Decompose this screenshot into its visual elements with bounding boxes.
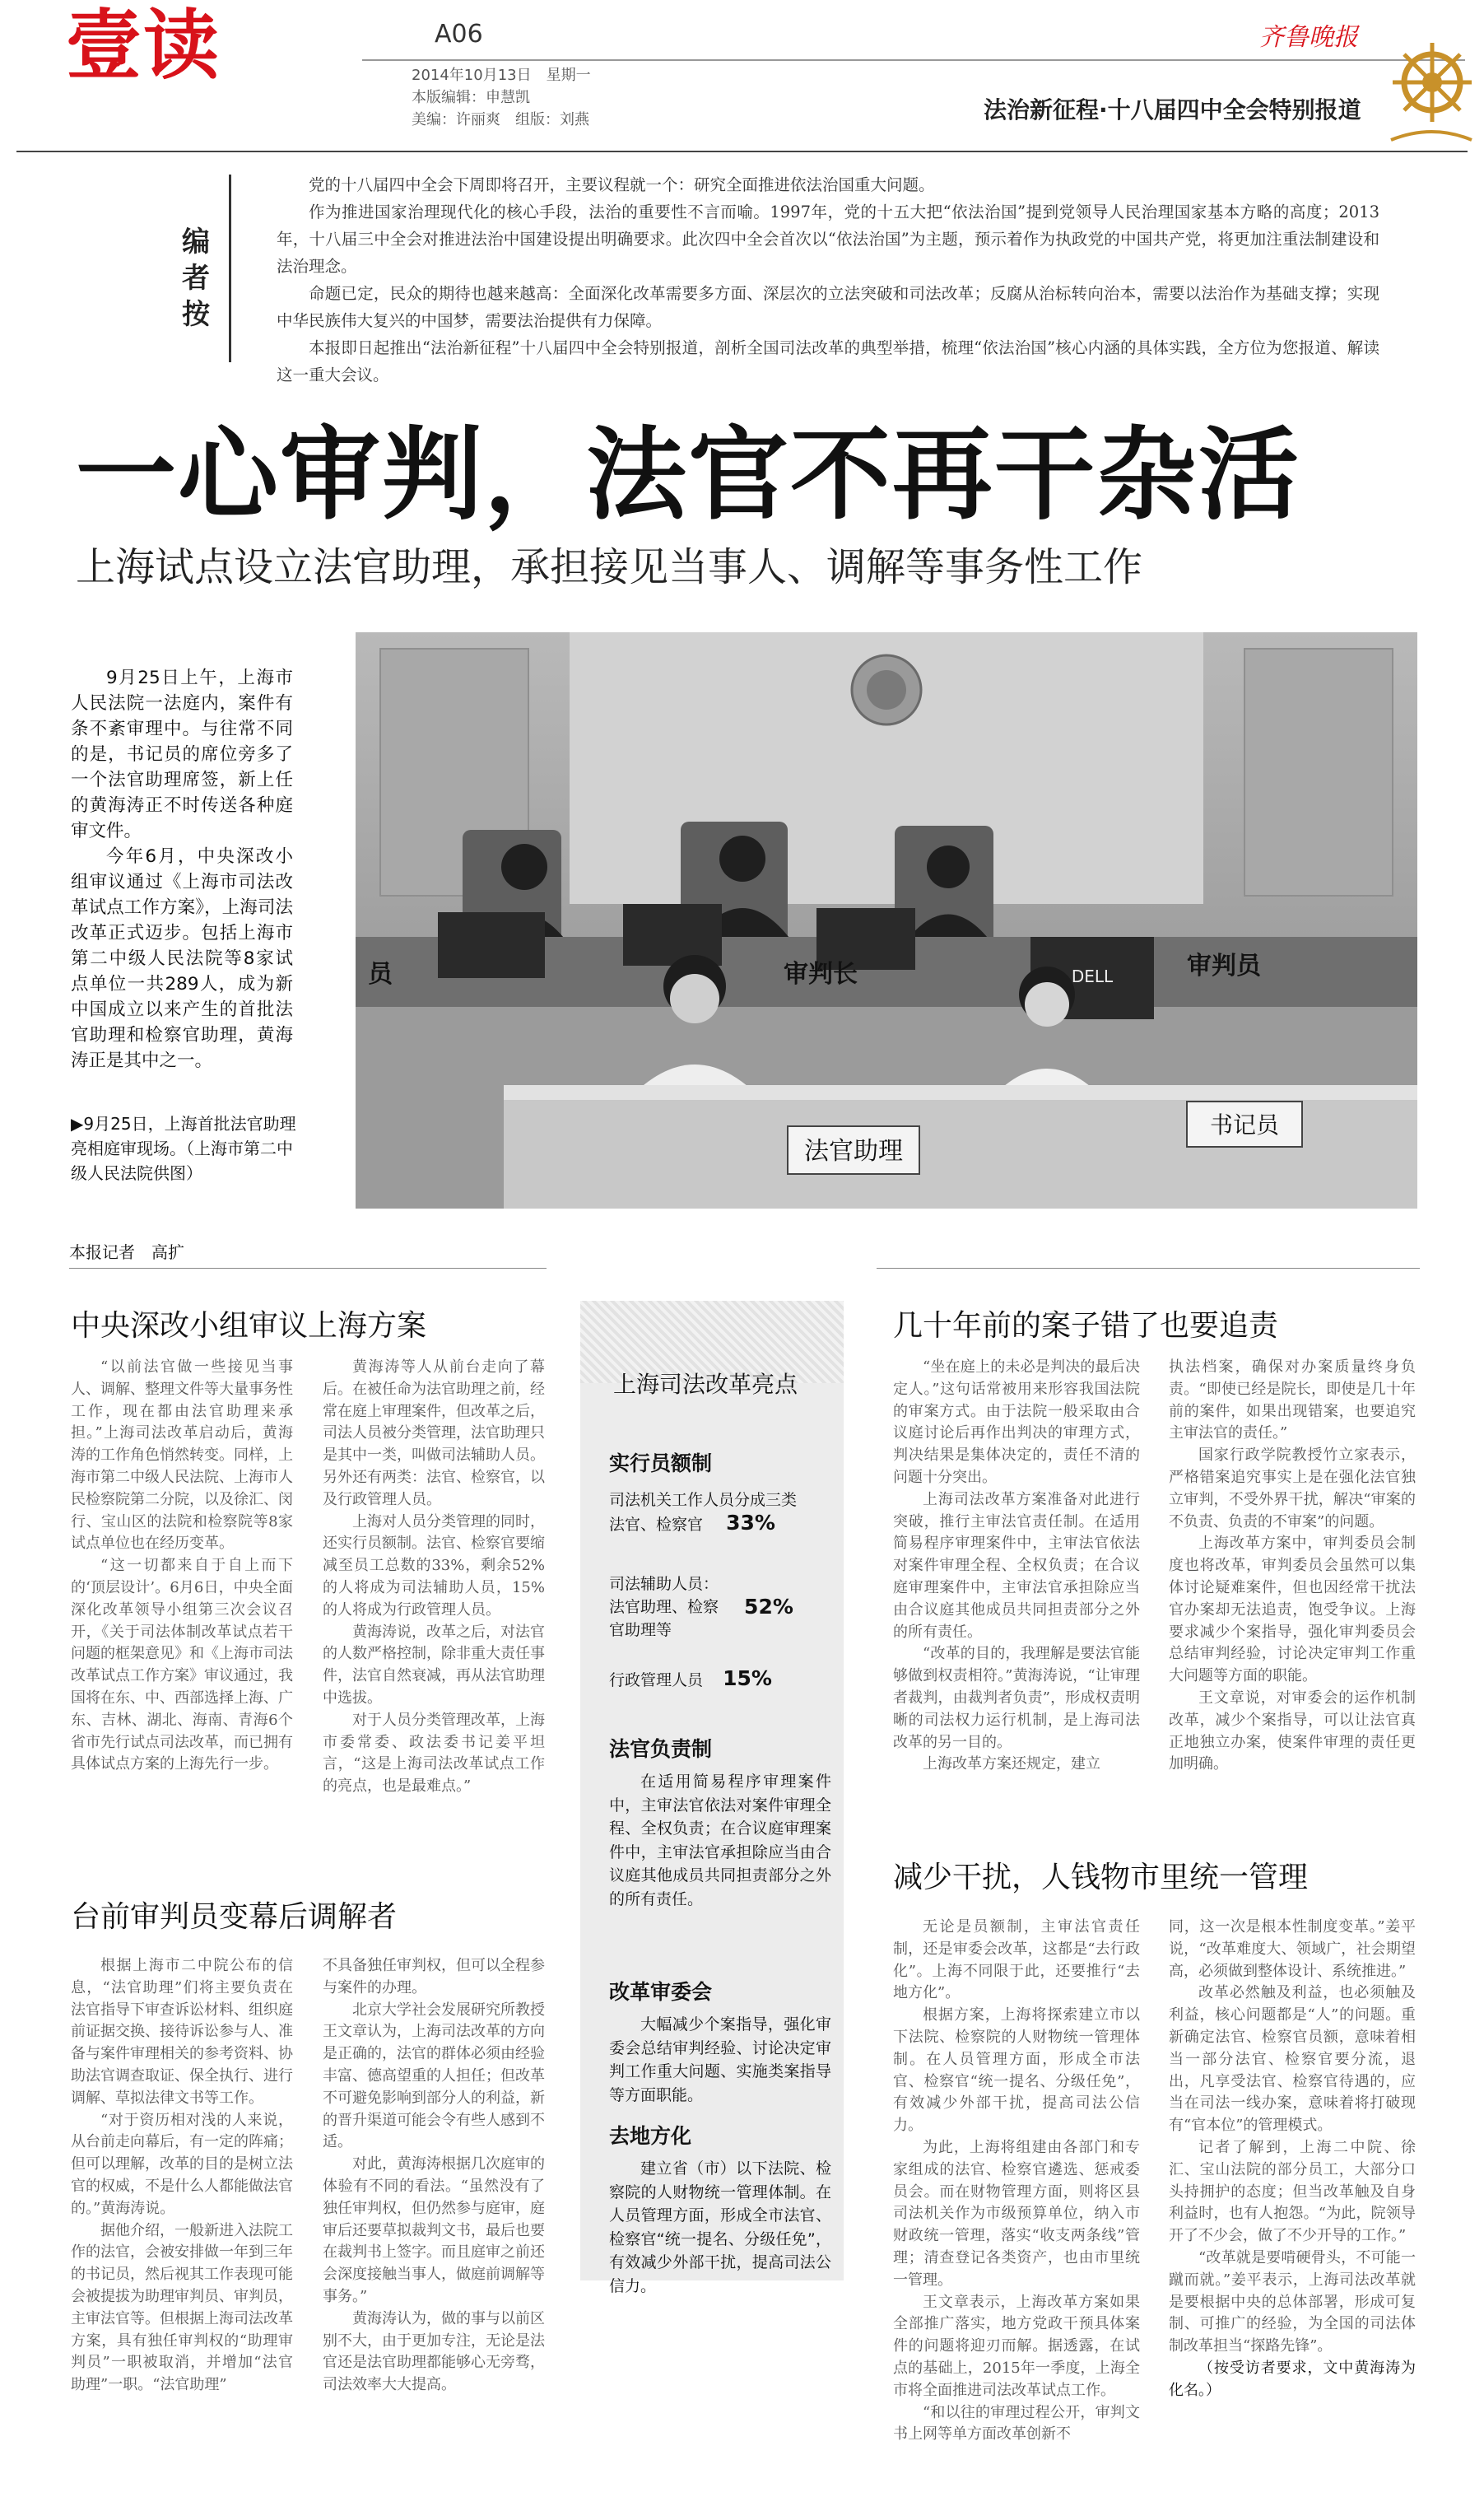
- newspaper-logo: 齐鲁晚报: [1259, 23, 1358, 52]
- section-title-central: 中央深改小组审议上海方案: [71, 1309, 427, 1343]
- section-title-jishinian: 几十年前的案子错了也要追责: [893, 1309, 1279, 1343]
- article-paragraph: “这一切都来自于自上而下的‘顶层设计’。6月6日，中央全面深化改革领导小组第三次会议召开，《关于司法体制改革试点若干问题的框架意见》和《上海市司法改革试点工作方案》审议通过，我国将在东、中、西部选择上海、广东、吉林、湖北、海南、青海6个省市先行试点司法改革，而已拥有具体试点方案的上海先行一步。: [71, 1557, 293, 1773]
- staffing-label: 行政管理人员: [609, 1671, 704, 1689]
- sidebar-text: [609, 2013, 831, 2107]
- article-paragraph: “对于资历相对浅的人来说，从台前走向幕后，有一定的阵痛；但可以理解，改革的目的是树立法官的权威，不是什么人都能做法官的。”黄海涛说。: [71, 2111, 293, 2217]
- article-paragraph: 不具备独任审判权，但可以全程参与案件的办理。: [323, 1957, 545, 1996]
- staffing-label: 司法辅助人员：法官助理、检察官助理等: [609, 1575, 719, 1639]
- article-paragraph: “以前法官做一些接见当事人、调解、整理文件等大量事务性工作，现在都由法官助理来承担。”上海司法改革启动后，黄海涛的工作角色悄然转变。同样，上海市第二中级人民法院、上海市人民检察院第二分院，以及徐汇、闵行、宝山区的法院和检察院等8家试点单位也在经历变革。: [71, 1358, 293, 1553]
- courtroom-photo-illustration: [356, 632, 1417, 1209]
- photo-caption: [71, 1111, 305, 1186]
- article-column: [1169, 1917, 1416, 2402]
- article-paragraph: 对此，黄海涛根据几次庭审的体验有不同的看法。“虽然没有了独任审判权，但仍然参与庭审，庭审后还要草拟裁判文书，最后也要在裁判书上签字。而且庭审之前还会深度接触当事人，做庭前调解等事务。”: [323, 2155, 545, 2305]
- page-number: A06: [435, 20, 483, 49]
- sidebar-heading-staffing: 实行员额制: [609, 1451, 713, 1475]
- article-column: [1169, 1357, 1416, 1776]
- date-line: 2014年10月13日 星期一: [412, 67, 591, 84]
- article-paragraph: “和以往的审理过程公开，审判文书上网等单方面改革创新不: [893, 2403, 1140, 2443]
- article-paragraph: 同，这一次是根本性制度变革。”姜平说，“改革难度大、领域广，社会期望高，必须做到整体设计、系统推进。”: [1169, 1918, 1416, 1980]
- article-paragraph: 改革必然触及利益，也必须触及利益，核心问题都是“人”的问题。重新确定法官、检察官员额，意味着相当一部分法官、检察官要分流，退出，凡享受法官、检察官待遇的，应当在司法一线办案，意味着将打破现有“官本位”的管理模式。: [1169, 1984, 1416, 2135]
- header-rule: [16, 151, 1468, 152]
- headline: 一心审判，法官不再干杂活: [76, 417, 1300, 533]
- article-paragraph: 据他介绍，一般新进入法院工作的法官，会被安排做一年到三年的书记员，然后视其工作表现可能会被提拔为助理审判员、审判员，主审法官等。但根据上海司法改革方案，具有独任审判权的“助理审判员”一职被取消，并增加“法官助理”一职。“法官助理”: [71, 2221, 293, 2394]
- staffing-intro: 司法机关工作人员分成三类: [609, 1491, 798, 1509]
- sidebar-text: [609, 2157, 831, 2298]
- article-paragraph: 记者了解到，上海二中院、徐汇、宝山法院的部分员工，大部分口头持拥护的态度；但当改革触及自身利益时，也有人抱怨。“为此，院领导开了不少会，做了不少开导的工作。”: [1169, 2138, 1416, 2245]
- bench-sign-judge-2: 审判员: [1187, 952, 1261, 981]
- section-title-taiqian: 台前审判员变幕后调解者: [71, 1900, 398, 1934]
- masthead-meta: [412, 64, 591, 131]
- bench-sign-judge: 审判长: [784, 960, 858, 989]
- article-paragraph: （按受访者要求，文中黄海涛为化名。）: [1169, 2359, 1416, 2399]
- sidebar-heading-responsibility: 法官负责制: [609, 1737, 713, 1761]
- editor-note-paragraph: 本报即日起推出“法治新征程”十八届四中全会特别报道，剖析全国司法改革的典型举措，梳理“依法治国”核心内涵的具体实践，全方位为您报道、解读这一重大会议。: [277, 338, 1379, 384]
- editor-note-paragraph: 命题已定，民众的期待也越来越高：全面深化改革需要多方面、深层次的立法突破和司法改革；反腐从治标转向治本，需要以法治作为基础支撑；实现中华民族伟大复兴的中国梦，需要法治提供有力保障。: [277, 284, 1379, 330]
- article-column: [323, 1357, 545, 1798]
- article-paragraph: “改革的目的，我理解是要法官能够做到权责相符。”黄海涛说，“让审理者裁判，由裁判者负责”，形成权责明晰的司法权力运行机制，是上海司法改革的另一目的。: [893, 1645, 1140, 1751]
- special-report-label: 法治新征程·十八届四中全会特别报道: [984, 96, 1361, 123]
- staffing-percent: 15%: [723, 1666, 772, 1690]
- desk-sign-assistant: 法官助理: [804, 1137, 903, 1166]
- staffing-row: [609, 1667, 831, 1692]
- sidebar-paragraph: 在适用简易程序审理案件中，主审法官依法对案件审理全程、全权负责；在合议庭审理案件中，主审法官承担除应当由合议庭其他成员共同担责部分之外的所有责任。: [609, 1773, 831, 1908]
- byline-rule: [69, 1268, 547, 1269]
- article-paragraph: 为此，上海将组建由各部门和专家组成的法官、检察官遴选、惩戒委员会。而在财物管理方面，则将区县司法机关作为市级预算单位，纳入市财政统一管理，落实“收支两条线”管理；清查登记各类资产，也由市里统一管理。: [893, 2138, 1140, 2289]
- article-column: [893, 1917, 1140, 2446]
- article-paragraph: 王文章表示，上海改革方案如果全部推广落实，地方党政干预具体案件的问题将迎刃而解。据透露，在试点的基础上，2015年一季度，上海全市将全面推进司法改革试点工作。: [893, 2293, 1140, 2399]
- article-paragraph: 执法档案，确保对办案质量终身负责。“即使已经是院长，即使是几十年前的案件，如果出现错案，也要追究主审法官的责任。”: [1169, 1358, 1416, 1442]
- caption-arrow-icon: ▶: [71, 1114, 84, 1134]
- article-paragraph: 北京大学社会发展研究所教授王文章认为，上海司法改革的方向是正确的，法官的群体必须由经验丰富、德高望重的人担任；但改革不可避免影响到部分人的利益，新的晋升渠道可能会令有些人感到不适。: [323, 2001, 545, 2151]
- sidebar-title: 上海司法改革亮点: [613, 1371, 798, 1398]
- subheadline: 上海试点设立法官助理，承担接见当事人、调解等事务性工作: [76, 544, 1143, 590]
- lead-text: [71, 665, 293, 1074]
- caption-text: 9月25日，上海首批法官助理亮相庭审现场。（上海市第二中级人民法院供图）: [71, 1114, 296, 1183]
- article-paragraph: 黄海涛认为，做的事与以前区别不大，由于更加专注，无论是法官还是法官助理都能够心无旁骛，司法效率大大提高。: [323, 2309, 545, 2394]
- article-paragraph: 上海改革方案中，审判委员会制度也将改革，审判委员会虽然可以集体讨论疑难案件，但也因经常干扰法官办案却无法追责，饱受争议。上海要求减少个案指导，强化审判委员会总结审判经验，讨论决定审判工作重大问题等方面的职能。: [1169, 1535, 1416, 1685]
- article-column: [71, 1357, 293, 1776]
- article-paragraph: 对于人员分类管理改革，上海市委常委、政法委书记姜平坦言，“这是上海司法改革试点工作的亮点，也是最难点。”: [323, 1711, 545, 1796]
- article-paragraph: “坐在庭上的未必是判决的最后决定人。”这句话常被用来形容我国法院的审案方式。由于法院一般采取由合议庭讨论后再作出判决的审理方式，判决结果是集体决定的，责任不清的问题十分突出。: [893, 1358, 1140, 1486]
- article-paragraph: “改革就是要啃硬骨头，不可能一蹴而就。”姜平表示，上海司法改革就是要根据中央的总体部署，形成可复制、可推广的经验，为全国的司法体制改革担当“探路先锋”。: [1169, 2248, 1416, 2355]
- sidebar-paragraph: 建立省（市）以下法院、检察院的人财物统一管理体制。在人员管理方面，形成全市法官、检察官“统一提名、分级任免”，有效减少外部干扰，提高司法公信力。: [609, 2159, 831, 2295]
- staffing-percent: 52%: [744, 1595, 793, 1619]
- editor-note-divider: [229, 175, 231, 362]
- editor-note-paragraph: 作为推进国家治理现代化的核心手段，法治的重要性不言而喻。1997年，党的十五大把“依法治国”提到党领导人民治理国家基本方略的高度；2013年，十八届三中全会对推进法治中国建设提出明确要求。此次四中全会首次以“依法治国”为主题，预示着作为执政党的中国共产党，将更加注重法制建设和法治理念。: [277, 203, 1379, 276]
- lead-paragraph: 9月25日上午，上海市人民法院一法庭内，案件有条不紊审理中。与往常不同的是，书记员的席位旁多了一个法官助理席签，新上任的黄海涛正不时传送各种庭审文件。: [71, 668, 293, 841]
- desk-sign-clerk: 书记员: [1209, 1111, 1280, 1139]
- masthead-rule: [362, 59, 1465, 61]
- bench-sign-left: 员: [368, 960, 393, 989]
- byline: 本报记者 高扩: [69, 1242, 184, 1262]
- editor-note-label: 编者按: [182, 226, 210, 331]
- staffing-row: [609, 1572, 831, 1642]
- sidebar-paragraph: 大幅减少个案指导，强化审委会总结审判经验、讨论决定审判工作重大问题、实施类案指导等方面职能。: [609, 2015, 831, 2104]
- article-paragraph: 上海司法改革方案准备对此进行突破，推行主审法官责任制。在适用简易程序审理案件中，主审法官依法对案件审理全程、全权负责；在合议庭审理案件中，主审法官承担除应当由合议庭其他成员共同担责部分之外的所有责任。: [893, 1490, 1140, 1641]
- ship-wheel-icon: [1383, 25, 1473, 148]
- section-rule: [877, 1268, 1420, 1269]
- article-paragraph: 上海改革方案还规定，建立: [923, 1755, 1100, 1773]
- design-line: 美编：许丽爽 组版：刘燕: [412, 111, 589, 128]
- article-paragraph: 根据方案，上海将探索建立市以下法院、检察院的人财物统一管理体制。在人员管理方面，形成全市法官、检察官“统一提名、分级任免”，有效减少外部干扰，提高司法公信力。: [893, 2006, 1140, 2135]
- article-paragraph: 无论是员额制，主审法官责任制，还是审委会改革，这都是“去行政化”。上海不同限于此，还要推行“去地方化”。: [893, 1918, 1140, 2002]
- staffing-label: 法官、检察官: [609, 1516, 704, 1534]
- article-column: [893, 1357, 1140, 1776]
- editor-note-text: [277, 171, 1379, 389]
- sidebar-text: [609, 1770, 831, 1911]
- article-paragraph: 黄海涛等人从前台走向了幕后。在被任命为法官助理之前，经常在庭上审理案件，但改革之后，司法人员被分类管理，法官助理只是其中一类，叫做司法辅助人员。另外还有两类：法官、检察官，以及行政管理人员。: [323, 1358, 545, 1508]
- sidebar-heading-delocal: 去地方化: [609, 2124, 692, 2148]
- staffing-row: [609, 1488, 831, 1536]
- article-column: [323, 1955, 545, 2397]
- staffing-percent: 33%: [726, 1511, 775, 1535]
- article-paragraph: 国家行政学院教授竹立家表示，严格错案追究事实上是在强化法官独立审判，不受外界干扰，解决“审案的不负责、负责的不审案”的问题。: [1169, 1447, 1416, 1530]
- article-column: [71, 1955, 293, 2397]
- sidebar-heading-committee: 改革审委会: [609, 1980, 713, 2004]
- monitor-brand-text: DELL: [1071, 967, 1114, 986]
- article-paragraph: 根据上海市二中院公布的信息，“法官助理”们将主要负责在法官指导下审查诉讼材料、组织庭前证据交换、接待诉讼参与人、准备与案件审理相关的参考资料、协助法官调查取证、保全执行、进行调解、草拟法律文书等工作。: [71, 1957, 293, 2107]
- article-paragraph: 王文章说，对审委会的运作机制改革，减少个案指导，可以让法官真正地独立办案，使案件审理的责任更加明确。: [1169, 1689, 1416, 1773]
- masthead-logo: 壹读: [66, 2, 221, 90]
- section-title-jianshao: 减少干扰，人钱物市里统一管理: [893, 1861, 1309, 1894]
- article-paragraph: 上海对人员分类管理的同时，还实行员额制。法官、检察官要缩减至员工总数的33%，剩余52%的人将成为司法辅助人员，15%的人将成为行政管理人员。: [323, 1512, 545, 1619]
- editor-note-paragraph: 党的十八届四中全会下周即将召开，主要议程就一个：研究全面推进依法治国重大问题。: [309, 175, 935, 194]
- courtroom-photo: [356, 632, 1417, 1209]
- lead-paragraph: 今年6月，中央深改小组审议通过《上海市司法改革试点工作方案》，上海司法改革正式迈步。包括上海市第二中级人民法院等8家试点单位一共289人，成为新中国成立以来产生的首批法官助理和检察官助理，黄海涛正是其中之一。: [71, 846, 293, 1071]
- article-paragraph: 黄海涛说，改革之后，对法官的人数严格控制，除非重大责任事件，法官自然衰减，再从法官助理中选拔。: [323, 1623, 545, 1707]
- editor-line: 本版编辑：申慧凯: [412, 89, 530, 106]
